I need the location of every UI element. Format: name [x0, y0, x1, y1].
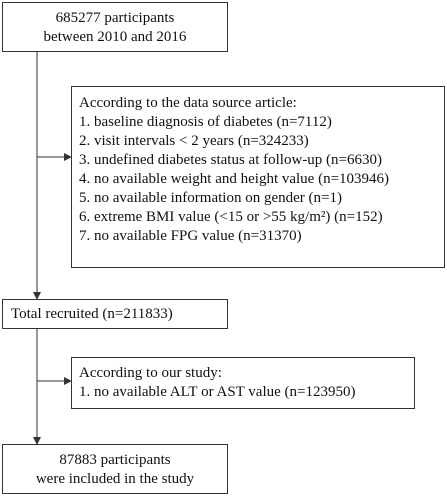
- study-exclusion-item: 1. no available ALT or AST value (n=123950): [79, 384, 356, 400]
- source-exclusion-item: 5. no available information on gender (n=1): [79, 190, 342, 206]
- source-exclusion-item: 4. no available weight and height value (n=103946): [79, 171, 390, 187]
- source-exclusion-item: 3. undefined diabetes status at follow-up (n=6630): [79, 152, 382, 168]
- final-participants-box: [2, 444, 228, 494]
- study-exclusion-box: [71, 357, 415, 409]
- source-exclusion-heading: According to the data source article:: [79, 95, 297, 111]
- final-participants-line-1: 87883 participants: [59, 452, 171, 468]
- total-recruited-text: Total recruited (n=211833): [11, 306, 173, 322]
- initial-participants-line-1: 685277 participants: [55, 10, 175, 26]
- total-recruited-box: [2, 299, 228, 329]
- initial-participants-box: [2, 2, 228, 52]
- final-participants-line-2: were included in the study: [35, 471, 195, 487]
- source-exclusion-box: [71, 86, 445, 268]
- source-exclusion-item: 2. visit intervals < 2 years (n=324233): [79, 133, 309, 149]
- source-exclusion-item: 7. no available FPG value (n=31370): [79, 228, 302, 244]
- study-exclusion-heading: According to our study:: [79, 365, 222, 381]
- source-exclusion-item: 1. baseline diagnosis of diabetes (n=7112): [79, 114, 332, 130]
- source-exclusion-item: 6. extreme BMI value (<15 or >55 kg/m²) (n=152): [79, 209, 383, 225]
- initial-participants-line-2: between 2010 and 2016: [43, 29, 187, 45]
